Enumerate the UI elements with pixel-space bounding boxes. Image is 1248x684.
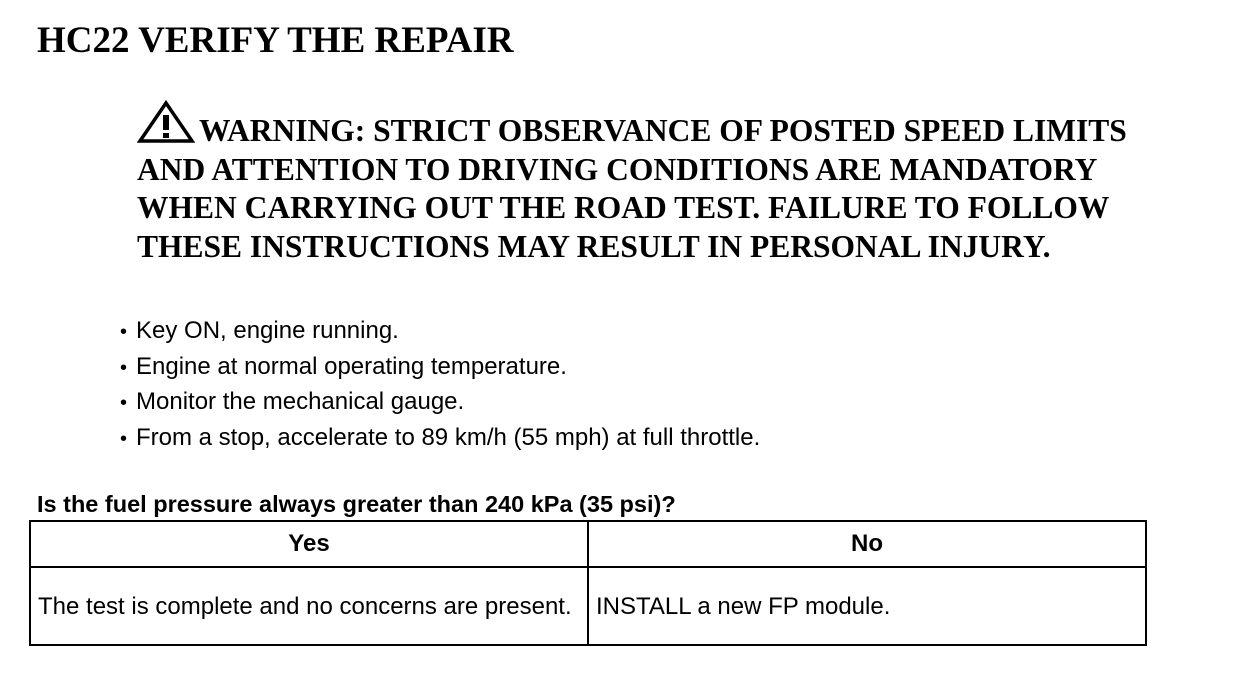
step-item xyxy=(120,350,760,386)
step-item xyxy=(120,314,760,350)
answer-table xyxy=(29,520,1147,646)
step-text: Monitor the mechanical gauge. xyxy=(136,388,465,415)
warning-text: WARNING: STRICT OBSERVANCE OF POSTED SPEED LIMITS xyxy=(199,113,1127,148)
step-item xyxy=(120,385,760,421)
bullet-icon: • xyxy=(120,392,128,414)
warning-triangle-icon xyxy=(137,100,195,144)
yes-column-header: Yes xyxy=(30,521,588,567)
table-header-row xyxy=(30,521,1146,567)
step-item xyxy=(120,421,760,457)
procedure-steps xyxy=(120,314,760,456)
page-title: HC22 VERIFY THE REPAIR xyxy=(37,20,514,61)
warning-line: AND ATTENTION TO DRIVING CONDITIONS ARE MANDATORY xyxy=(137,151,1098,187)
step-text: Engine at normal operating temperature. xyxy=(136,352,567,380)
warning-line: THESE INSTRUCTIONS MAY RESULT IN PERSONAL INJURY. xyxy=(137,228,1051,264)
bullet-icon: • xyxy=(120,356,128,379)
step-text: Key ON, engine running. xyxy=(136,317,399,344)
no-column-header: No xyxy=(588,521,1146,567)
no-cell: INSTALL a new FP module. xyxy=(588,567,1146,645)
warning-line xyxy=(137,100,1227,151)
warning-block xyxy=(137,100,1227,266)
bullet-icon: • xyxy=(120,321,128,343)
step-text: From a stop, accelerate to 89 km/h (55 mph) at full throttle. xyxy=(136,423,761,451)
warning-line: WHEN CARRYING OUT THE ROAD TEST. FAILURE TO FOLLOW xyxy=(137,190,1110,225)
yes-cell: The test is complete and no concerns are present. xyxy=(30,567,588,645)
bullet-icon: • xyxy=(120,427,128,450)
table-row xyxy=(30,567,1146,645)
question-text: Is the fuel pressure always greater than 240 kPa (35 psi)? xyxy=(37,491,676,517)
